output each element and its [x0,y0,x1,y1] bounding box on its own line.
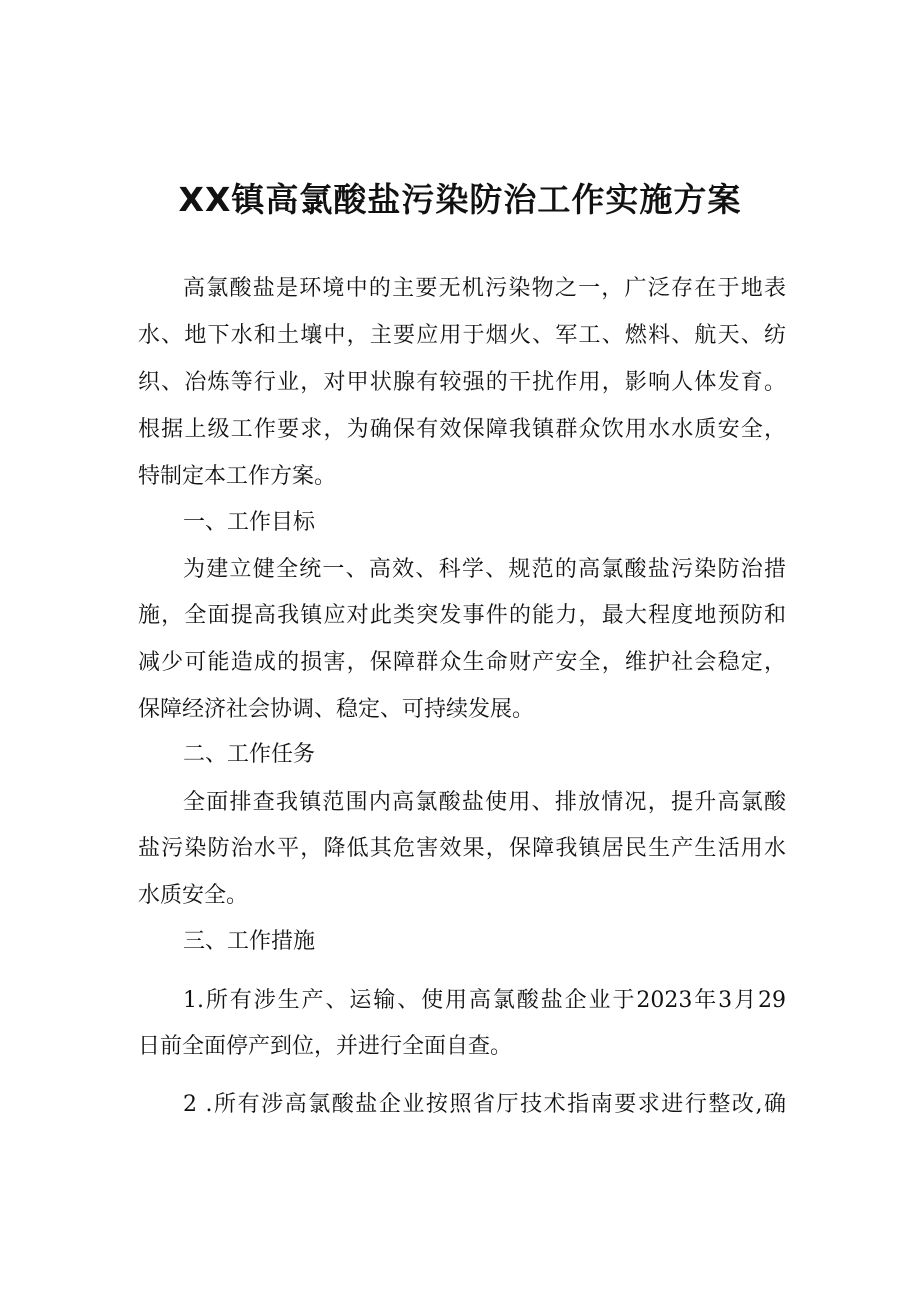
intro-line-5: 特制定本工作方案。 [138,464,337,489]
goals-line-1: 为建立健全统一、高效、科学、规范的高氯酸盐污染防治措 [183,557,786,582]
goals-line-2: 施，全面提高我镇应对此类突发事件的能力，最大程度地预防和 [138,603,786,628]
intro-line-2: 水、地下水和土壤中，主要应用于烟火、军工、燃料、航天、纺 [138,323,786,348]
tasks-line-2: 盐污染防治水平，降低其危害效果，保障我镇居民生产生活用水 [138,836,786,861]
section-heading-tasks: 二、工作任务 [183,742,316,767]
document-title: XX镇高氯酸盐污染防治工作实施方案 [178,180,742,219]
goals-line-4: 保障经济社会协调、稳定、可持续发展。 [138,697,535,722]
intro-line-4: 根据上级工作要求，为确保有效保障我镇群众饮用水水质安全， [138,417,786,442]
goals-line-3: 减少可能造成的损害，保障群众生命财产安全，维护社会稳定， [138,650,786,675]
section-heading-measures: 三、工作措施 [183,929,316,954]
section-heading-goals: 一、工作目标 [183,510,316,535]
measure-item-1-line-1: 1.所有涉生产、运输、使用高氯酸盐企业于2023年3月29 [183,988,786,1013]
measure-item-1-line-2: 日前全面停产到位，并进行全面自查。 [138,1034,513,1059]
intro-line-1: 高氯酸盐是环境中的主要无机污染物之一，广泛存在于地表 [183,276,786,301]
tasks-line-1: 全面排查我镇范围内高氯酸盐使用、排放情况，提升高氯酸 [183,790,786,815]
tasks-line-3: 水质安全。 [138,883,249,908]
measure-item-2-line-1: 2 .所有涉高氯酸盐企业按照省厅技术指南要求进行整改,确 [183,1092,786,1117]
intro-line-3: 织、冶炼等行业，对甲状腺有较强的干扰作用，影响人体发育。 [138,370,786,395]
